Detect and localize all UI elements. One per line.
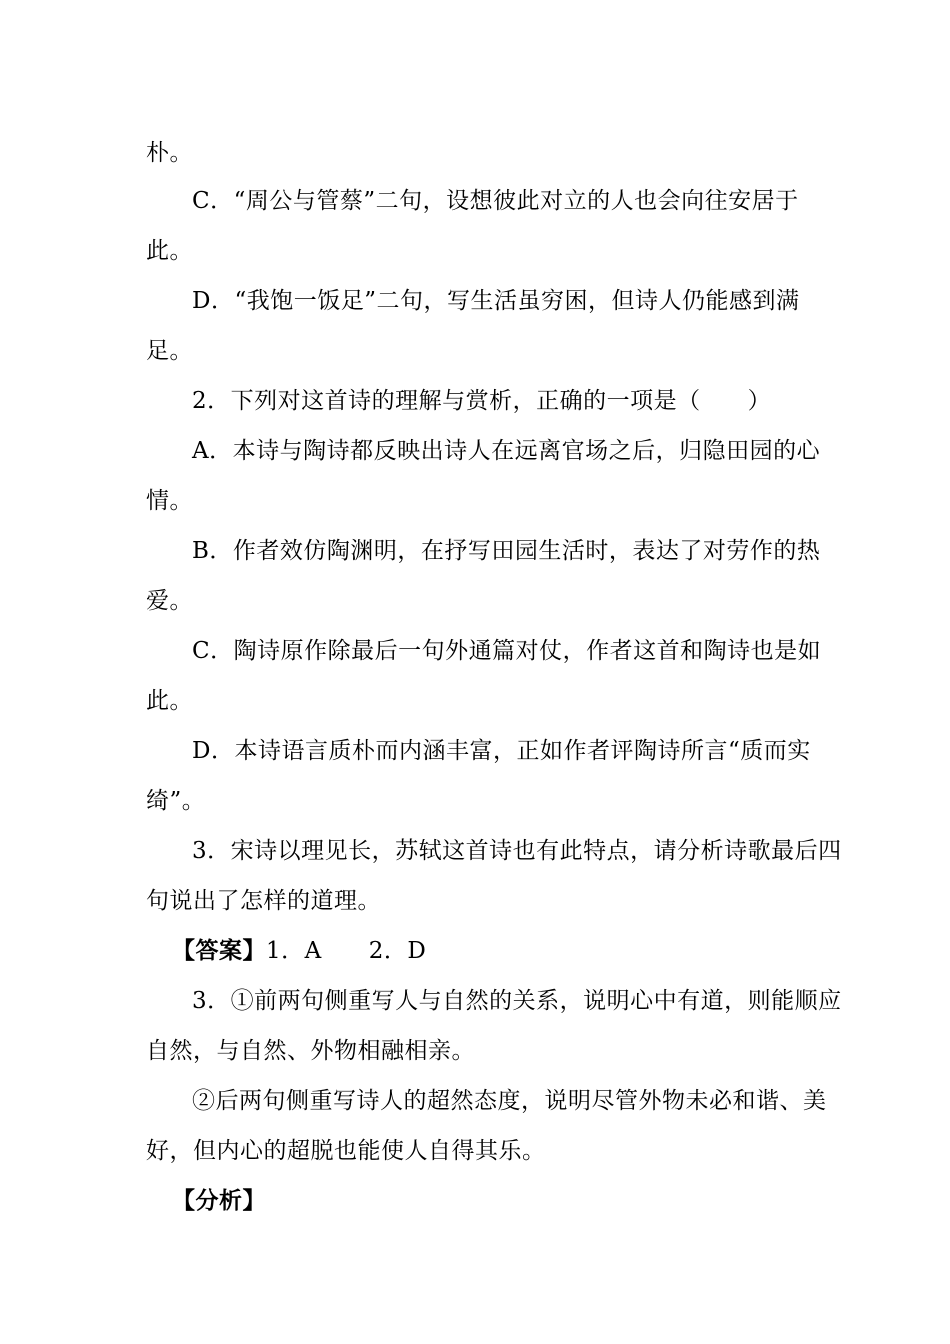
- q2-option-c-line-1: C．陶诗原作除最后一句外通篇对仗，作者这首和陶诗也是如: [192, 638, 822, 664]
- option-d-line-2: 足。: [146, 338, 193, 364]
- q2-option-c-line-2: 此。: [146, 688, 193, 714]
- question-3-line-2: 句说出了怎样的道理。: [146, 888, 381, 914]
- q2-option-d-line-2: 绮”。: [146, 788, 206, 814]
- q2-option-a-line-2: 情。: [146, 488, 193, 514]
- answer-line: [172, 936, 832, 966]
- q2-option-a-line-1: A．本诗与陶诗都反映出诗人在远离官场之后，归隐田园的心: [192, 438, 821, 464]
- question-3-line-1: 3．宋诗以理见长，苏轼这首诗也有此特点，请分析诗歌最后四: [192, 838, 842, 864]
- analysis-heading: 【分析】: [172, 1187, 266, 1214]
- q2-option-d-line-1: D．本诗语言质朴而内涵丰富，正如作者评陶诗所言“质而实: [192, 738, 811, 764]
- option-d-line-1: D．“我饱一饭足”二句，写生活虽穷困，但诗人仍能感到满: [192, 288, 800, 314]
- q2-option-b-line-1: B．作者效仿陶渊明，在抒写田园生活时，表达了对劳作的热: [192, 538, 821, 564]
- answer-3-line-2: 自然，与自然、外物相融相亲。: [146, 1038, 475, 1064]
- option-c-line-1: C．“周公与管蔡”二句，设想彼此对立的人也会向往安居于: [192, 188, 799, 214]
- answer-3-line-4: 好，但内心的超脱也能使人自得其乐。: [146, 1138, 546, 1164]
- answer-heading: 【答案】: [172, 937, 266, 964]
- answer-3-line-1: 3．①前两句侧重写人与自然的关系，说明心中有道，则能顺应: [192, 988, 842, 1014]
- option-c-line-2: 此。: [146, 238, 193, 264]
- q2-option-b-line-2: 爱。: [146, 588, 193, 614]
- text-line: 朴。: [146, 140, 193, 166]
- question-2: 2．下列对这首诗的理解与赏析，正确的一项是（ ）: [192, 388, 772, 414]
- answer-values: 1．A 2．D: [266, 938, 427, 964]
- answer-3-line-3: ②后两句侧重写诗人的超然态度，说明尽管外物未必和谐、美: [192, 1088, 827, 1114]
